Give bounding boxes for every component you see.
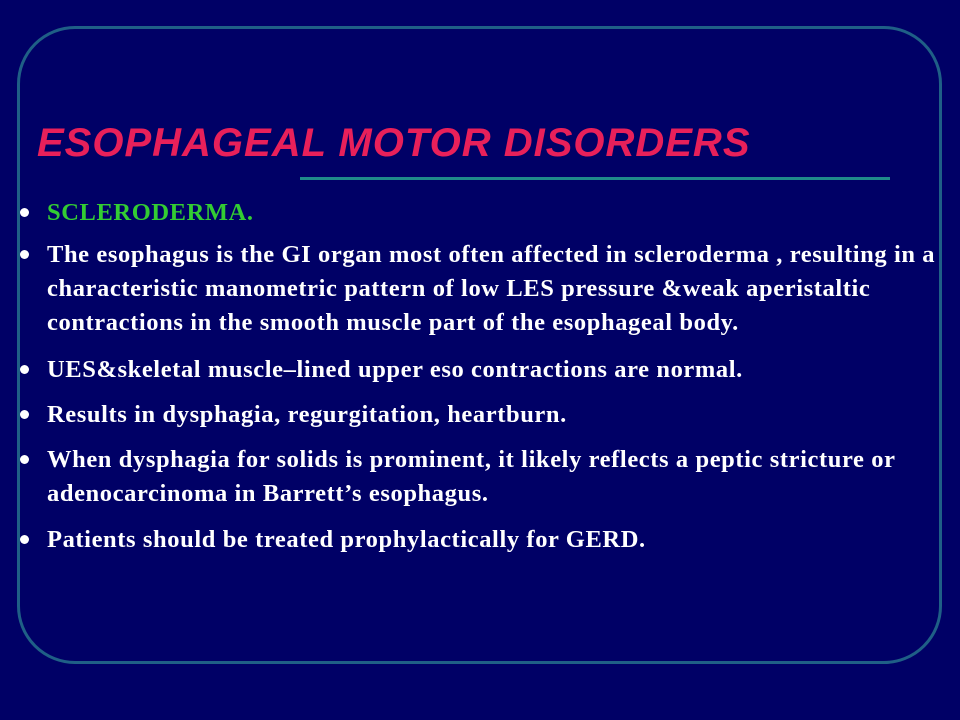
bullet-item-ues-normal (20, 353, 955, 387)
bullet-item-symptoms (20, 398, 955, 432)
bullet-item-scleroderma (20, 196, 955, 230)
bullet-text: UES&skeletal muscle–lined upper eso contractions are normal. (47, 356, 743, 383)
bullet-dot-icon (20, 250, 29, 259)
slide-title: ESOPHAGEAL MOTOR DISORDERS (37, 121, 751, 165)
bullet-dot-icon (20, 455, 29, 464)
bullet-dot-icon (20, 208, 29, 217)
bullet-text: SCLERODERMA. (47, 199, 254, 226)
bullet-text: Results in dysphagia, regurgitation, heartburn. (47, 401, 567, 428)
bullet-text: The esophagus is the GI organ most often affected in scleroderma , resulting in a characteristic manometric pattern of low LES pressure &weak aperistaltic contractions in the smooth muscle part of the esophageal body. (47, 241, 936, 336)
bullet-text: When dysphagia for solids is prominent, it likely reflects a peptic stricture or adenocarcinoma in Barrett’s esophagus. (47, 446, 896, 507)
bullet-list (20, 196, 955, 557)
bullet-item-esophagus-affected (20, 238, 955, 340)
bullet-item-gerd-prophylaxis (20, 523, 955, 557)
bullet-text: Patients should be treated prophylactically for GERD. (47, 526, 646, 553)
bullet-item-dysphagia-solids (20, 443, 955, 511)
bullet-dot-icon (20, 535, 29, 544)
bullet-dot-icon (20, 365, 29, 374)
bullet-dot-icon (20, 410, 29, 419)
title-underline (300, 177, 890, 180)
